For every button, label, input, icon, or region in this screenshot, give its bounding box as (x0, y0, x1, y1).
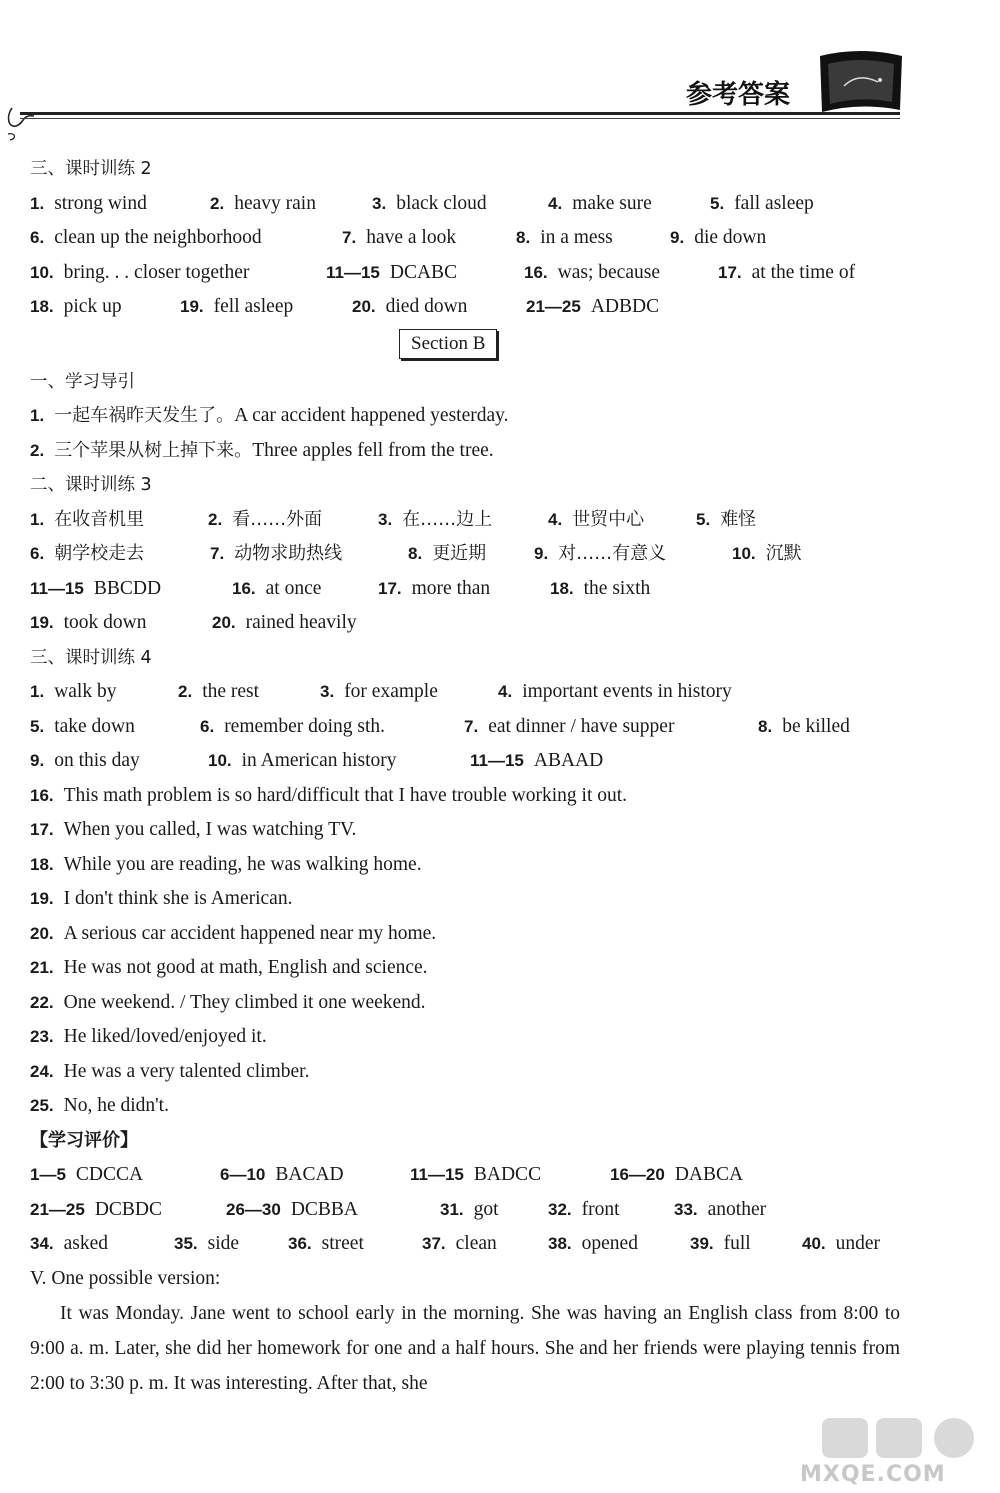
item-answer: opened (581, 1233, 638, 1254)
item-number: 16. (524, 262, 548, 282)
item-number: 5. (696, 509, 711, 529)
answer-item (210, 537, 342, 571)
answer-line (30, 256, 900, 291)
answer-line (30, 1055, 900, 1090)
answer-line (30, 434, 900, 469)
answer-item (550, 572, 650, 606)
watermark-text: MXQE.COM (800, 1462, 946, 1487)
book-banner-icon (814, 46, 906, 122)
answer-item (548, 1193, 620, 1227)
item-number: 2. (30, 440, 45, 460)
item-number: 11—15 (410, 1165, 464, 1184)
item-chinese: 一起车祸昨天发生了。 (54, 405, 235, 426)
answer-item (30, 675, 116, 709)
item-chinese: 沉默 (765, 543, 802, 564)
item-number: 20. (30, 923, 54, 943)
answer-line (30, 1020, 900, 1055)
answer-item (30, 256, 249, 290)
item-number: 5. (30, 716, 45, 736)
item-answer: DCBBA (290, 1198, 359, 1220)
item-answer: more than (411, 577, 491, 599)
answer-item (200, 710, 385, 744)
item-number: 4. (498, 682, 513, 701)
answer-item (548, 187, 652, 221)
answer-line (30, 882, 900, 917)
item-answer: fall asleep (734, 192, 814, 214)
answer-item (30, 606, 147, 640)
answer-item (30, 779, 627, 813)
answer-item (30, 290, 122, 324)
answer-line (30, 848, 900, 883)
answer-item (732, 537, 802, 571)
item-answer: BBCDD (93, 577, 162, 599)
item-number: 1. (30, 682, 45, 701)
answer-item (30, 1193, 162, 1227)
answer-item (178, 675, 259, 709)
item-chinese: 对……有意义 (558, 543, 667, 564)
item-answer: full (723, 1233, 751, 1254)
item-number: 31. (440, 1199, 464, 1219)
item-number: 16. (232, 578, 256, 598)
answer-line (30, 537, 900, 572)
answer-line (30, 1193, 900, 1228)
item-answer: CDCCA (75, 1164, 144, 1185)
item-answer: He was not good at math, English and science. (63, 957, 428, 978)
writing-sample (30, 1296, 900, 1401)
curl-ornament-icon (4, 104, 44, 144)
answer-item (548, 1227, 638, 1261)
item-number: 18. (550, 578, 574, 598)
answer-item (498, 675, 732, 709)
item-answer: BADCC (473, 1164, 542, 1185)
item-number: 16. (30, 785, 54, 805)
answer-item (30, 1227, 108, 1261)
answer-item (30, 221, 262, 255)
section-heading: Section B (399, 329, 497, 359)
item-number: 18. (30, 297, 54, 316)
item-number: 6. (200, 716, 215, 736)
item-answer: bring. . . closer together (63, 261, 250, 283)
item-number: 4. (548, 193, 563, 213)
answer-item (326, 256, 457, 290)
answer-line (30, 951, 900, 986)
item-answer: have a look (366, 227, 457, 248)
answer-item (226, 1193, 358, 1227)
item-answer: When you called, I was watching TV. (63, 819, 357, 840)
answer-item (30, 1089, 169, 1123)
item-chinese: 难怪 (720, 508, 757, 530)
answer-line (30, 813, 900, 848)
item-answer: pick up (63, 296, 122, 317)
item-answer: another (707, 1198, 767, 1220)
answer-item (464, 710, 674, 744)
item-number: 39. (690, 1234, 714, 1253)
heading-text: 一、学习导引 (30, 371, 135, 392)
item-number: 1. (30, 509, 45, 529)
item-answer: at the time of (751, 261, 856, 283)
item-answer: ADBDC (590, 296, 660, 317)
item-number: 20. (352, 297, 376, 316)
item-answer: make sure (572, 192, 652, 214)
heading-text: 【学习评价】 (30, 1129, 138, 1151)
answer-line (30, 290, 900, 325)
item-answer: strong wind (54, 192, 147, 214)
answer-item (378, 572, 490, 606)
answer-item (802, 1227, 880, 1261)
item-number: 19. (180, 297, 204, 316)
answer-item (470, 744, 603, 778)
item-answer: took down (63, 612, 147, 633)
answer-item (408, 537, 486, 571)
answer-item (526, 290, 659, 324)
item-answer: died down (385, 296, 468, 317)
answer-line (30, 1089, 900, 1124)
item-chinese: 在收音机里 (54, 508, 145, 530)
answer-item (30, 1020, 267, 1054)
header-rule-thin (20, 118, 900, 119)
item-answer: take down (54, 715, 135, 737)
item-answer: He was a very talented climber. (63, 1060, 310, 1082)
item-number: 11—15 (470, 751, 524, 770)
answer-item (30, 503, 144, 537)
item-chinese: 看……外面 (232, 508, 323, 530)
item-number: 34. (30, 1234, 54, 1253)
answer-item (30, 434, 494, 468)
item-answer: DCABC (389, 261, 458, 283)
answer-item (232, 572, 321, 606)
item-answer: ABAAD (533, 750, 604, 771)
answer-item (30, 813, 356, 847)
item-answer: under (835, 1233, 881, 1254)
item-number: 9. (30, 751, 45, 770)
answer-item (174, 1227, 239, 1261)
answer-item (696, 503, 756, 537)
item-answer: A car accident happened yesterday. (234, 405, 509, 426)
item-number: 19. (30, 613, 54, 632)
heading-text: 二、课时训练 3 (30, 475, 152, 495)
item-answer: fell asleep (213, 296, 294, 317)
item-number: 4. (548, 509, 563, 529)
answer-item (30, 1158, 143, 1192)
item-answer: be killed (782, 715, 850, 737)
item-number: 16—20 (610, 1165, 665, 1184)
item-number: 9. (534, 544, 549, 563)
item-answer: heavy rain (234, 192, 316, 214)
answer-item (30, 399, 509, 433)
answer-line (30, 187, 900, 222)
answer-item (342, 221, 456, 255)
answer-line (30, 503, 900, 538)
item-answer: street (321, 1233, 364, 1254)
item-number: 36. (288, 1234, 312, 1253)
answer-item (440, 1193, 499, 1227)
item-answer: I don't think she is American. (63, 888, 293, 909)
item-answer: the rest (202, 681, 260, 702)
answer-item (210, 187, 316, 221)
answer-line (30, 1227, 900, 1262)
header-rule (20, 112, 900, 115)
item-answer: A serious car accident happened near my home. (63, 922, 437, 944)
item-number: 3. (372, 193, 387, 213)
item-number: 3. (320, 682, 335, 701)
answer-item (30, 882, 292, 916)
section-title (30, 468, 900, 503)
answer-item (30, 537, 144, 571)
item-answer: side (207, 1233, 240, 1254)
item-chinese: 动物求助热线 (234, 543, 343, 564)
answer-line (30, 606, 900, 641)
item-answer: at once (265, 577, 322, 599)
item-number: 23. (30, 1027, 54, 1046)
item-number: 22. (30, 992, 54, 1012)
item-number: 18. (30, 854, 54, 874)
item-number: 20. (212, 613, 236, 632)
heading-text: V. One possible version: (30, 1267, 221, 1289)
answer-item (30, 710, 135, 744)
answer-item (30, 917, 436, 951)
item-number: 7. (210, 544, 225, 563)
item-number: 2. (210, 193, 225, 213)
item-number: 8. (408, 544, 423, 563)
item-answer: remember doing sth. (224, 715, 386, 737)
answer-line (30, 986, 900, 1021)
item-answer: clean (455, 1233, 497, 1254)
item-number: 21. (30, 958, 54, 977)
item-number: 1. (30, 406, 45, 425)
item-answer: on this day (54, 750, 140, 771)
item-number: 9. (670, 228, 685, 247)
heading-text: 三、课时训练 4 (30, 647, 152, 668)
answer-item (212, 606, 357, 640)
item-answer: This math problem is so hard/difficult that I have trouble working it out. (63, 784, 628, 806)
answer-item (674, 1193, 766, 1227)
section-title (30, 1262, 900, 1297)
answer-line (30, 1158, 900, 1193)
item-number: 10. (732, 544, 756, 563)
item-answer: the sixth (583, 577, 651, 599)
answer-item (288, 1227, 364, 1261)
item-answer: front (581, 1198, 620, 1220)
answer-item (718, 256, 855, 290)
item-answer: die down (694, 227, 767, 248)
heading-text: 三、课时训练 2 (30, 159, 152, 179)
section-title (30, 1124, 900, 1159)
item-chinese: 朝学校走去 (54, 543, 145, 564)
item-number: 11—15 (30, 578, 84, 598)
item-number: 8. (758, 716, 773, 736)
item-number: 33. (674, 1199, 698, 1219)
item-answer: eat dinner / have supper (488, 715, 675, 737)
answer-item (410, 1158, 541, 1192)
item-answer: clean up the neighborhood (54, 227, 262, 248)
item-number: 3. (378, 509, 393, 529)
answer-line (30, 917, 900, 952)
item-answer: was; because (557, 261, 660, 283)
answer-item (30, 951, 428, 985)
answer-item (208, 503, 322, 537)
answer-line (30, 779, 900, 814)
item-number: 24. (30, 1061, 54, 1081)
item-chinese: 更近期 (432, 543, 487, 564)
answer-item (534, 537, 666, 571)
answer-line (30, 572, 900, 607)
answer-content (30, 152, 900, 1401)
item-number: 38. (548, 1234, 572, 1253)
answer-item (208, 744, 397, 778)
item-number: 2. (178, 682, 193, 701)
answer-line (30, 710, 900, 745)
watermark-logo-icon (820, 1412, 980, 1462)
item-number: 8. (516, 228, 531, 247)
item-number: 35. (174, 1234, 198, 1253)
answer-item (516, 221, 613, 255)
answer-line (30, 221, 900, 256)
answer-line (30, 675, 900, 710)
item-answer: black cloud (396, 192, 487, 214)
answer-item (758, 710, 850, 744)
item-number: 21—25 (30, 1199, 85, 1219)
item-number: 26—30 (226, 1199, 281, 1219)
item-answer: for example (344, 681, 438, 702)
item-answer: walk by (54, 681, 117, 702)
item-number: 40. (802, 1234, 826, 1253)
watermark (790, 1412, 990, 1490)
item-number: 32. (548, 1199, 572, 1219)
item-number: 1—5 (30, 1165, 66, 1184)
answer-item (524, 256, 660, 290)
item-chinese: 在……边上 (402, 508, 493, 530)
answer-item (690, 1227, 751, 1261)
answer-item (320, 675, 438, 709)
answer-item (30, 187, 147, 221)
answer-item (378, 503, 492, 537)
answer-item (372, 187, 487, 221)
item-answer: rained heavily (245, 612, 357, 633)
item-number: 37. (422, 1234, 446, 1253)
section-heading-row (30, 325, 900, 365)
answer-line (30, 744, 900, 779)
item-answer: While you are reading, he was walking home. (63, 853, 422, 875)
item-answer: in American history (241, 750, 397, 771)
item-answer: One weekend. / They climbed it one weekend. (63, 991, 426, 1013)
answer-item (30, 986, 426, 1020)
answer-line (30, 399, 900, 434)
answer-item (220, 1158, 344, 1192)
item-answer: Three apples fell from the tree. (252, 439, 494, 461)
item-number: 17. (30, 820, 54, 839)
answer-item (180, 290, 293, 324)
item-number: 21—25 (526, 297, 581, 316)
section-title (30, 365, 900, 400)
item-number: 25. (30, 1096, 54, 1115)
answer-item (610, 1158, 743, 1192)
page-header (0, 0, 1000, 140)
header-title: 参考答案 (686, 80, 791, 110)
item-number: 6—10 (220, 1165, 266, 1184)
item-answer: got (473, 1198, 499, 1220)
item-number: 6. (30, 544, 45, 563)
item-chinese: 世贸中心 (572, 508, 645, 530)
item-answer: DCBDC (94, 1198, 163, 1220)
item-answer: important events in history (522, 681, 732, 702)
section-title (30, 152, 900, 187)
item-number: 6. (30, 228, 45, 247)
answer-item (352, 290, 467, 324)
item-number: 17. (718, 262, 742, 282)
item-number: 5. (710, 193, 725, 213)
item-answer: He liked/loved/enjoyed it. (63, 1026, 267, 1047)
item-chinese: 三个苹果从树上掉下来。 (54, 439, 253, 461)
answer-item (670, 221, 766, 255)
item-number: 7. (464, 716, 479, 736)
item-number: 7. (342, 228, 357, 247)
item-answer: DABCA (674, 1164, 744, 1185)
item-number: 11—15 (326, 262, 380, 282)
item-number: 17. (378, 578, 402, 598)
item-answer: No, he didn't. (63, 1095, 169, 1116)
writing-paragraph: It was Monday. Jane went to school early in the morning. She was having an English class from 8:00 to 9:00 a. m. Later, she did her homework for one and a half hours. She and her friends were playing tennis from 2:00 to 3:30 p. m. It was interesting. After that, she (30, 1303, 900, 1394)
answer-item (30, 848, 422, 882)
answer-item (30, 1055, 309, 1089)
answer-item (548, 503, 644, 537)
answer-item (30, 572, 161, 606)
item-answer: in a mess (540, 227, 613, 248)
item-number: 2. (208, 509, 223, 529)
section-title (30, 641, 900, 676)
item-number: 19. (30, 889, 54, 908)
answer-item (710, 187, 814, 221)
item-number: 10. (30, 262, 54, 282)
item-number: 10. (208, 751, 232, 770)
item-answer: BACAD (275, 1164, 344, 1185)
answer-item (30, 744, 140, 778)
item-number: 1. (30, 193, 45, 213)
item-answer: asked (63, 1233, 109, 1254)
answer-item (422, 1227, 497, 1261)
